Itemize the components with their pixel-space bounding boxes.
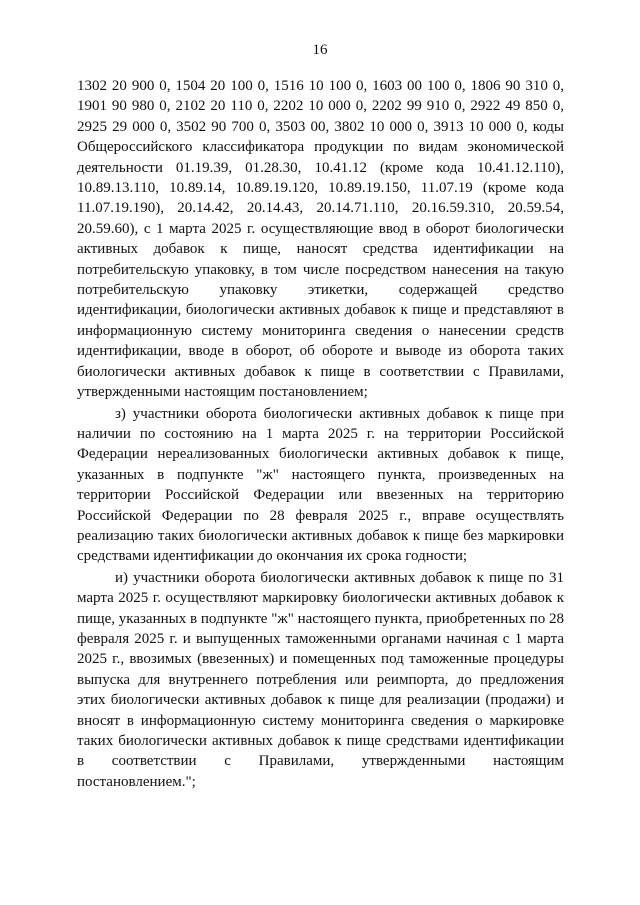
document-body: [77, 76, 564, 793]
paragraph-z: з) участники оборота биологически активных добавок к пище при наличии по состоянию на 1 марта 2025 г. на территории Российской Федерации нереализованных биологически активных добавок к пище, указанных в подпункте "ж" настоящего пункта, произведенных на территории Российской Федерации или ввезенных на территорию Российской Федерации по 28 февраля 2025 г., вправе осуществлять реализацию таких биологически активных добавок к пище без маркировки средствами идентификации до окончания их срока годности;: [77, 405, 564, 565]
paragraph-i: и) участники оборота биологически активных добавок к пище по 31 марта 2025 г. осуществляют маркировку биологически активных добавок к пище, указанных в подпункте "ж" настоящего пункта, приобретенных по 28 февраля 2025 г. и выпущенных таможенными органами начиная с 1 марта 2025 г., ввозимых (ввезенных) и помещенных под таможенные процедуры выпуска для внутреннего потребления или реимпорта, до предложения этих биологически активных добавок к пище для реализации (продажи) и вносят в информационную систему мониторинга сведения о маркировке таких биологически активных добавок к пище средствами идентификации в соответствии с Правилами, утвержденными настоящим постановлением.";: [77, 569, 564, 790]
page-number: 16: [312, 42, 328, 58]
paragraph-continuation: 1302 20 900 0, 1504 20 100 0, 1516 10 100 0, 1603 00 100 0, 1806 90 310 0, 1901 90 980 0, 2102 20 110 0, 2202 10 000 0, 2202 99 910 0, 2922 49 850 0, 2925 29 000 0, 3502 90 700 0, 3503 00, 3802 10 000 0, 3913 10 000 0, коды Общероссийского классификатора продукции по видам экономической деятельности 01.19.39, 01.28.30, 10.41.12 (кроме кода 10.41.12.110), 10.89.13.110, 10.89.14, 10.89.19.120, 10.89.19.150, 11.07.19 (кроме кода 11.07.19.190), 20.14.42, 20.14.43, 20.14.71.110, 20.16.59.310, 20.59.54, 20.59.60), с 1 марта 2025 г. осуществляющие ввод в оборот биологически активных добавок к пище, наносят средства идентификации на потребительскую упаковку, в том числе посредством нанесения на такую потребительскую упаковку этикетки, содержащей средство идентификации, биологически активных добавок к пище и представляют в информационную систему мониторинга сведения о нанесении средств идентификации, вводе в оборот, об обороте и выводе из оборота таких биологически активных добавок к пище в соответствии с Правилами, утвержденными настоящим постановлением;: [77, 78, 564, 401]
